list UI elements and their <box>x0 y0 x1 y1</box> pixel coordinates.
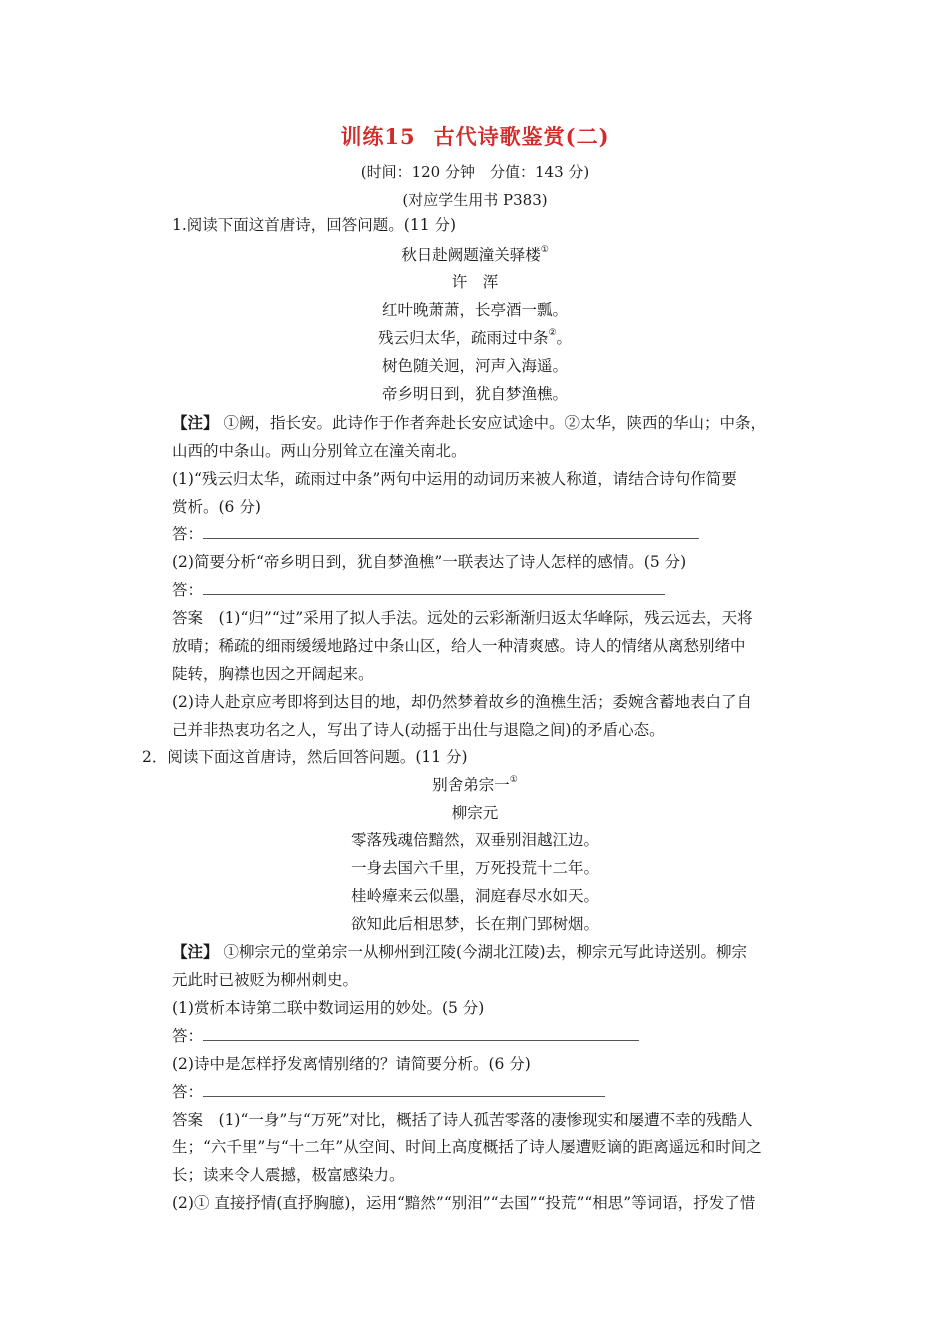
q2-note-text-1: ①柳宗元的堂弟宗一从柳州到江陵(今湖北江陵)去，柳宗元写此诗送别。柳宗 <box>218 943 748 961</box>
q2-poem-line-4: 欲知此后相思梦，长在荆门郢树烟。 <box>350 915 599 933</box>
q2-note <box>172 942 747 962</box>
q2-answer-line-1 <box>172 1026 639 1046</box>
q2-sub2: (2)诗中是怎样抒发离情别绪的？请简要分析。(6 分) <box>172 1055 531 1073</box>
answer-blank[interactable] <box>203 1026 639 1041</box>
book-reference: (对应学生用书 P383) <box>402 191 548 209</box>
q1-note-cont: 山西的中条山。两山分别耸立在潼关南北。 <box>172 442 467 460</box>
q2-footnote-mark: ① <box>509 775 518 785</box>
answer-prefix: 答： <box>172 1083 204 1101</box>
q1-poem-line-4: 帝乡明日到，犹自梦渔樵。 <box>381 385 568 403</box>
q1-note <box>172 413 766 433</box>
q1-poem-title <box>0 245 950 265</box>
q1-poem-line-3: 树色随关迥，河声入海遥。 <box>381 357 568 375</box>
q2-answer-2: (2)① 直接抒情(直抒胸臆)，运用“黯然”“别泪”“去国”“投荒”“相思”等词语，抒发了惜 <box>172 1194 756 1212</box>
q1-footnote-mark: ① <box>540 245 549 255</box>
answer-prefix: 答： <box>172 1027 204 1045</box>
q1-poem-title-text: 秋日赴阙题潼关驿楼 <box>401 246 541 264</box>
q2-answer-1-end: 长；读来令人震撼，极富感染力。 <box>172 1166 405 1184</box>
q1-answer-1 <box>172 608 753 628</box>
q2-poem-title-text: 别舍弟宗一 <box>432 776 510 794</box>
q1-poem-line-2 <box>0 328 950 348</box>
q2-author: 柳宗元 <box>451 804 499 822</box>
q2-answer-1-cont: 生；“六千里”与“十二年”从空间、时间上高度概括了诗人屡遭贬谪的距离遥远和时间之 <box>172 1138 762 1156</box>
q1-answer-line-2 <box>172 580 665 600</box>
answer-prefix: 答： <box>172 581 204 599</box>
q1-note-label: 【注】 <box>172 413 219 432</box>
answer-blank[interactable] <box>203 524 699 539</box>
q1-answer-2-cont: 己并非热衷功名之人，写出了诗人(动摇于出仕与退隐之间)的矛盾心态。 <box>172 721 665 739</box>
q1-stem: 1.阅读下面这首唐诗，回答问题。(11 分) <box>172 216 457 234</box>
q2-note-cont: 元此时已被贬为柳州刺史。 <box>172 971 359 989</box>
title-number: 训练15 <box>340 124 416 149</box>
answer-label: 答案 <box>172 1111 204 1129</box>
answer-blank[interactable] <box>203 1082 605 1097</box>
q2-answer-line-2 <box>172 1082 605 1102</box>
q1-sub2: (2)简要分析“帝乡明日到，犹自梦渔樵”一联表达了诗人怎样的感情。(5 分) <box>172 553 687 571</box>
answer-blank[interactable] <box>203 580 665 595</box>
q1-answer-2: (2)诗人赴京应考即将到达目的地，却仍然梦着故乡的渔樵生活；委婉含蓄地表白了自 <box>172 693 752 711</box>
q2-note-label: 【注】 <box>172 942 219 961</box>
q1-sub1: (1)“残云归太华，疏雨过中条”两句中运用的动词历来被人称道，请结合诗句作简要 <box>172 470 737 488</box>
q2-stem: 2．阅读下面这首唐诗，然后回答问题。(11 分) <box>142 748 468 766</box>
q1-footnote-mark-2: ② <box>548 328 557 338</box>
q2-poem-line-3: 桂岭瘴来云似墨，洞庭春尽水如天。 <box>350 887 599 905</box>
q1-poem-line-1: 红叶晚萧萧，长亭酒一瓢。 <box>381 301 568 319</box>
q1-poem-line-2-end: 。 <box>556 329 573 347</box>
q2-poem-line-1: 零落残魂倍黯然，双垂别泪越江边。 <box>350 831 599 849</box>
time-score-info: (时间：120 分钟 分值：143 分) <box>360 163 590 181</box>
answer-label: 答案 <box>172 609 204 627</box>
q2-poem-line-2: 一身去国六千里，万死投荒十二年。 <box>350 859 599 877</box>
q1-answer-1-end: 陡转，胸襟也因之开阔起来。 <box>172 665 374 683</box>
q2-sub1: (1)赏析本诗第二联中数词运用的妙处。(5 分) <box>172 999 485 1017</box>
q1-note-text-1: ①阙，指长安。此诗作于作者奔赴长安应试途中。②太华，陕西的华山；中条， <box>218 414 766 432</box>
q1-author: 许 浑 <box>451 273 499 291</box>
page-title <box>0 121 950 151</box>
q1-poem-line-2-text: 残云归太华，疏雨过中条 <box>377 329 549 347</box>
q2-answer-1 <box>172 1110 753 1130</box>
q1-answer-1-text: (1)“归”“过”采用了拟人手法。远处的云彩渐渐归返太华峰际，残云远去，天将 <box>203 609 753 627</box>
q1-sub1-cont: 赏析。(6 分) <box>172 498 261 516</box>
title-text: 古代诗歌鉴赏(二) <box>433 124 610 149</box>
answer-prefix: 答： <box>172 525 204 543</box>
q2-answer-1-text: (1)“一身”与“万死”对比，概括了诗人孤苦零落的凄惨现实和屡遭不幸的残酷人 <box>203 1111 753 1129</box>
q1-answer-line-1 <box>172 524 699 544</box>
q2-poem-title <box>0 775 950 795</box>
q1-answer-1-cont: 放晴；稀疏的细雨缓缓地路过中条山区，给人一种清爽感。诗人的情绪从离愁别绪中 <box>172 637 746 655</box>
